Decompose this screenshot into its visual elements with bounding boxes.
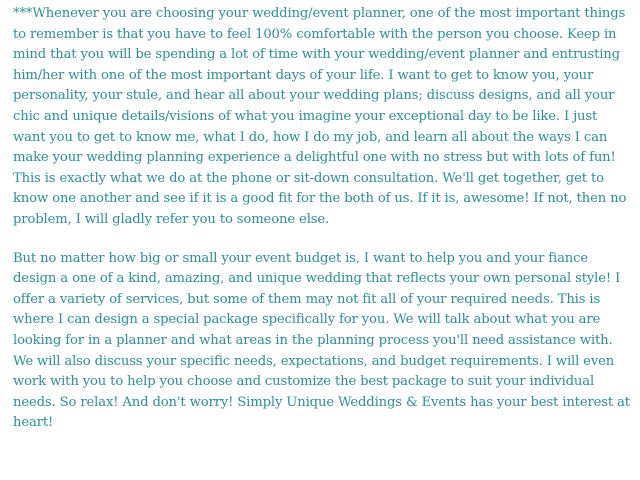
services-paragraph: But no matter how big or small your event budget is, I want to help you and your fiance design a one of a kind, amazing, and unique wedding that reflects your own personal style! I offer a variety of services, but some of them may not fit all of your required needs. This is where I can design a special package specifically for you. We will talk about what you are looking for in a planner and what areas in the planning process you'll need assistance with. We will also discuss your specific needs, expectations, and budget requirements. I will even work with you to help you choose and customize the best package to suit your individual needs. So relax! And don't worry! Simply Unique Weddings & Events has your best interest at heart! xyxy=(13,250,630,431)
intro-paragraph: ***Whenever you are choosing your wedding/event planner, one of the most important things to remember is that you have to feel 100% comfortable with the person you choose. Keep in mind that you will be spending a lot of time with your wedding/event planner and entrusting him/her with one of the most important days of your life. I want to get to know you, your personality, your stule, and hear all about your wedding plans; discuss designs, and all your chic and unique details/visions of what you imagine your exceptional day to be like. I just want you to get to know me, what I do, how I do my job, and learn all about the ways I can make your wedding planning experience a delightful one with no stress but with lots of fun! This is exactly what we do at the phone or sit-down consultation. We'll get together, get to know one another and see if it is a good fit for the both of us. If it is, awesome! If not, then no problem, I will gladly refer you to someone else. xyxy=(13,6,627,227)
